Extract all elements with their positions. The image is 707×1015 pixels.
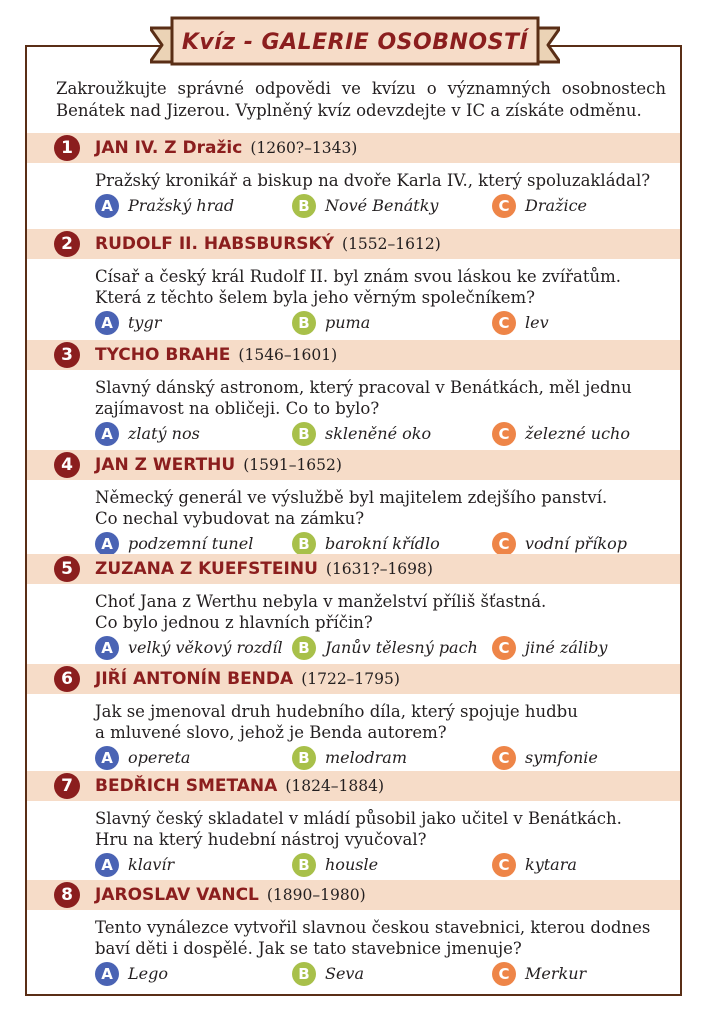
option-label: Pražský hrad	[128, 196, 235, 215]
question-text: Císař a český král Rudolf II. byl znám svou láskou ke zvířatům.	[95, 267, 622, 286]
person-name-text: RUDOLF II. HABSBURSKÝ	[95, 234, 335, 254]
option-letter-badge[interactable]: A	[95, 194, 119, 218]
option-label: vodní příkop	[525, 534, 627, 553]
option-label: skleněné oko	[325, 424, 432, 443]
question-text: Slavný dánský astronom, který pracoval v Benátkách, měl jednu	[95, 378, 632, 397]
option-letter-badge[interactable]: B	[292, 422, 316, 446]
person-years: (1890–1980)	[266, 886, 366, 904]
question-text: Hru na který hudební nástroj vyučoval?	[95, 830, 427, 849]
option-letter-badge[interactable]: A	[95, 962, 119, 986]
question-text: Co nechal vybudovat na zámku?	[95, 509, 365, 528]
question-number: 4	[54, 452, 80, 478]
question-number: 7	[54, 773, 80, 799]
option-letter-badge[interactable]: C	[492, 311, 516, 335]
option-letter-badge[interactable]: C	[492, 422, 516, 446]
option-letter-badge[interactable]: C	[492, 962, 516, 986]
person-name	[95, 450, 342, 480]
person-name	[95, 133, 357, 163]
page-title: Kvíz - GALERIE OSOBNOSTÍ	[181, 30, 529, 55]
option-label: velký věkový rozdíl	[128, 638, 283, 657]
question-number: 2	[54, 231, 80, 257]
option-label: Nové Benátky	[325, 196, 439, 215]
option-letter-badge[interactable]: A	[95, 853, 119, 877]
question-text: Německý generál ve výslužbě byl majitelem zdejšího panství.	[95, 488, 608, 507]
question-text: zajímavost na obličeji. Co to bylo?	[95, 399, 380, 418]
question-number: 8	[54, 882, 80, 908]
person-name-text: TYCHO BRAHE	[95, 345, 231, 365]
option-label: symfonie	[525, 748, 598, 767]
option-label: barokní křídlo	[325, 534, 440, 553]
person-name-text: JIŘÍ ANTONÍN BENDA	[95, 669, 294, 689]
option-label: housle	[325, 855, 379, 874]
option-letter-badge[interactable]: C	[492, 194, 516, 218]
question-text: Co bylo jednou z hlavních příčin?	[95, 613, 373, 632]
person-name	[95, 554, 433, 584]
option-label: Janův tělesný pach	[325, 638, 478, 657]
person-name-text: BEDŘICH SMETANA	[95, 776, 278, 796]
option-letter-badge[interactable]: B	[292, 962, 316, 986]
question-text: Jak se jmenoval druh hudebního díla, který spojuje hudbu	[95, 702, 578, 721]
option-label: jiné záliby	[525, 638, 608, 657]
option-letter-badge[interactable]: B	[292, 311, 316, 335]
option-letter-badge[interactable]: B	[292, 636, 316, 660]
option-letter-badge[interactable]: B	[292, 746, 316, 770]
option-letter-badge[interactable]: C	[492, 532, 516, 556]
person-years: (1722–1795)	[301, 670, 400, 688]
person-name-text: JAN Z WERTHU	[95, 455, 236, 475]
person-name-text: JAN IV. Z Dražic	[95, 138, 243, 158]
option-label: lev	[525, 313, 549, 332]
person-name	[95, 880, 366, 910]
person-name-text: JAROSLAV VANCL	[95, 885, 259, 905]
option-label: klavír	[128, 855, 175, 874]
question-text: Slavný český skladatel v mládí působil jako učitel v Benátkách.	[95, 809, 622, 828]
question-text: Která z těchto šelem byla jeho věrným společníkem?	[95, 288, 536, 307]
option-label: puma	[325, 313, 371, 332]
option-letter-badge[interactable]: B	[292, 532, 316, 556]
option-letter-badge[interactable]: A	[95, 532, 119, 556]
person-years: (1824–1884)	[285, 777, 385, 795]
question-number: 1	[54, 135, 80, 161]
option-letter-badge[interactable]: C	[492, 636, 516, 660]
person-years: (1546–1601)	[238, 346, 338, 364]
option-letter-badge[interactable]: A	[95, 422, 119, 446]
option-label: železné ucho	[525, 424, 630, 443]
question-text: Choť Jana z Werthu nebyla v manželství příliš šťastná.	[95, 592, 547, 611]
option-label: Dražice	[525, 196, 587, 215]
question-text: a mluvené slovo, jehož je Benda autorem?	[95, 723, 447, 742]
person-name	[95, 229, 441, 259]
question-text: baví děti i dospělé. Jak se tato stavebnice jmenuje?	[95, 939, 522, 958]
question-text: Tento vynálezce vytvořil slavnou českou stavebnici, kterou dodnes	[95, 918, 651, 937]
question-text: Pražský kronikář a biskup na dvoře Karla IV., který spoluzakládal?	[95, 171, 651, 190]
question-number: 5	[54, 556, 80, 582]
option-letter-badge[interactable]: A	[95, 311, 119, 335]
option-letter-badge[interactable]: C	[492, 746, 516, 770]
intro-text: Zakroužkujte správné odpovědi ve kvízu o významných osobnostech Benátek nad Jizerou. Vyplněný kvíz odevzdejte v IC a získáte odměnu.	[56, 79, 666, 120]
option-label: Merkur	[525, 964, 587, 983]
option-label: opereta	[128, 748, 191, 767]
person-name	[95, 664, 400, 694]
option-label: tygr	[128, 313, 162, 332]
option-label: Lego	[128, 964, 168, 983]
person-name-text: ZUZANA Z KUEFSTEINU	[95, 559, 318, 579]
option-letter-badge[interactable]: C	[492, 853, 516, 877]
option-letter-badge[interactable]: B	[292, 194, 316, 218]
person-years: (1260?–1343)	[250, 139, 358, 157]
option-label: melodram	[325, 748, 407, 767]
question-number: 3	[54, 342, 80, 368]
person-years: (1552–1612)	[342, 235, 441, 253]
person-name	[95, 771, 384, 801]
option-label: kytara	[525, 855, 577, 874]
title-banner	[150, 14, 560, 72]
option-letter-badge[interactable]: A	[95, 636, 119, 660]
option-label: zlatý nos	[128, 424, 200, 443]
person-years: (1631?–1698)	[325, 560, 433, 578]
person-name	[95, 340, 337, 370]
question-number: 6	[54, 666, 80, 692]
option-letter-badge[interactable]: A	[95, 746, 119, 770]
option-letter-badge[interactable]: B	[292, 853, 316, 877]
person-years: (1591–1652)	[243, 456, 342, 474]
option-label: podzemní tunel	[128, 534, 254, 553]
option-label: Seva	[325, 964, 365, 983]
